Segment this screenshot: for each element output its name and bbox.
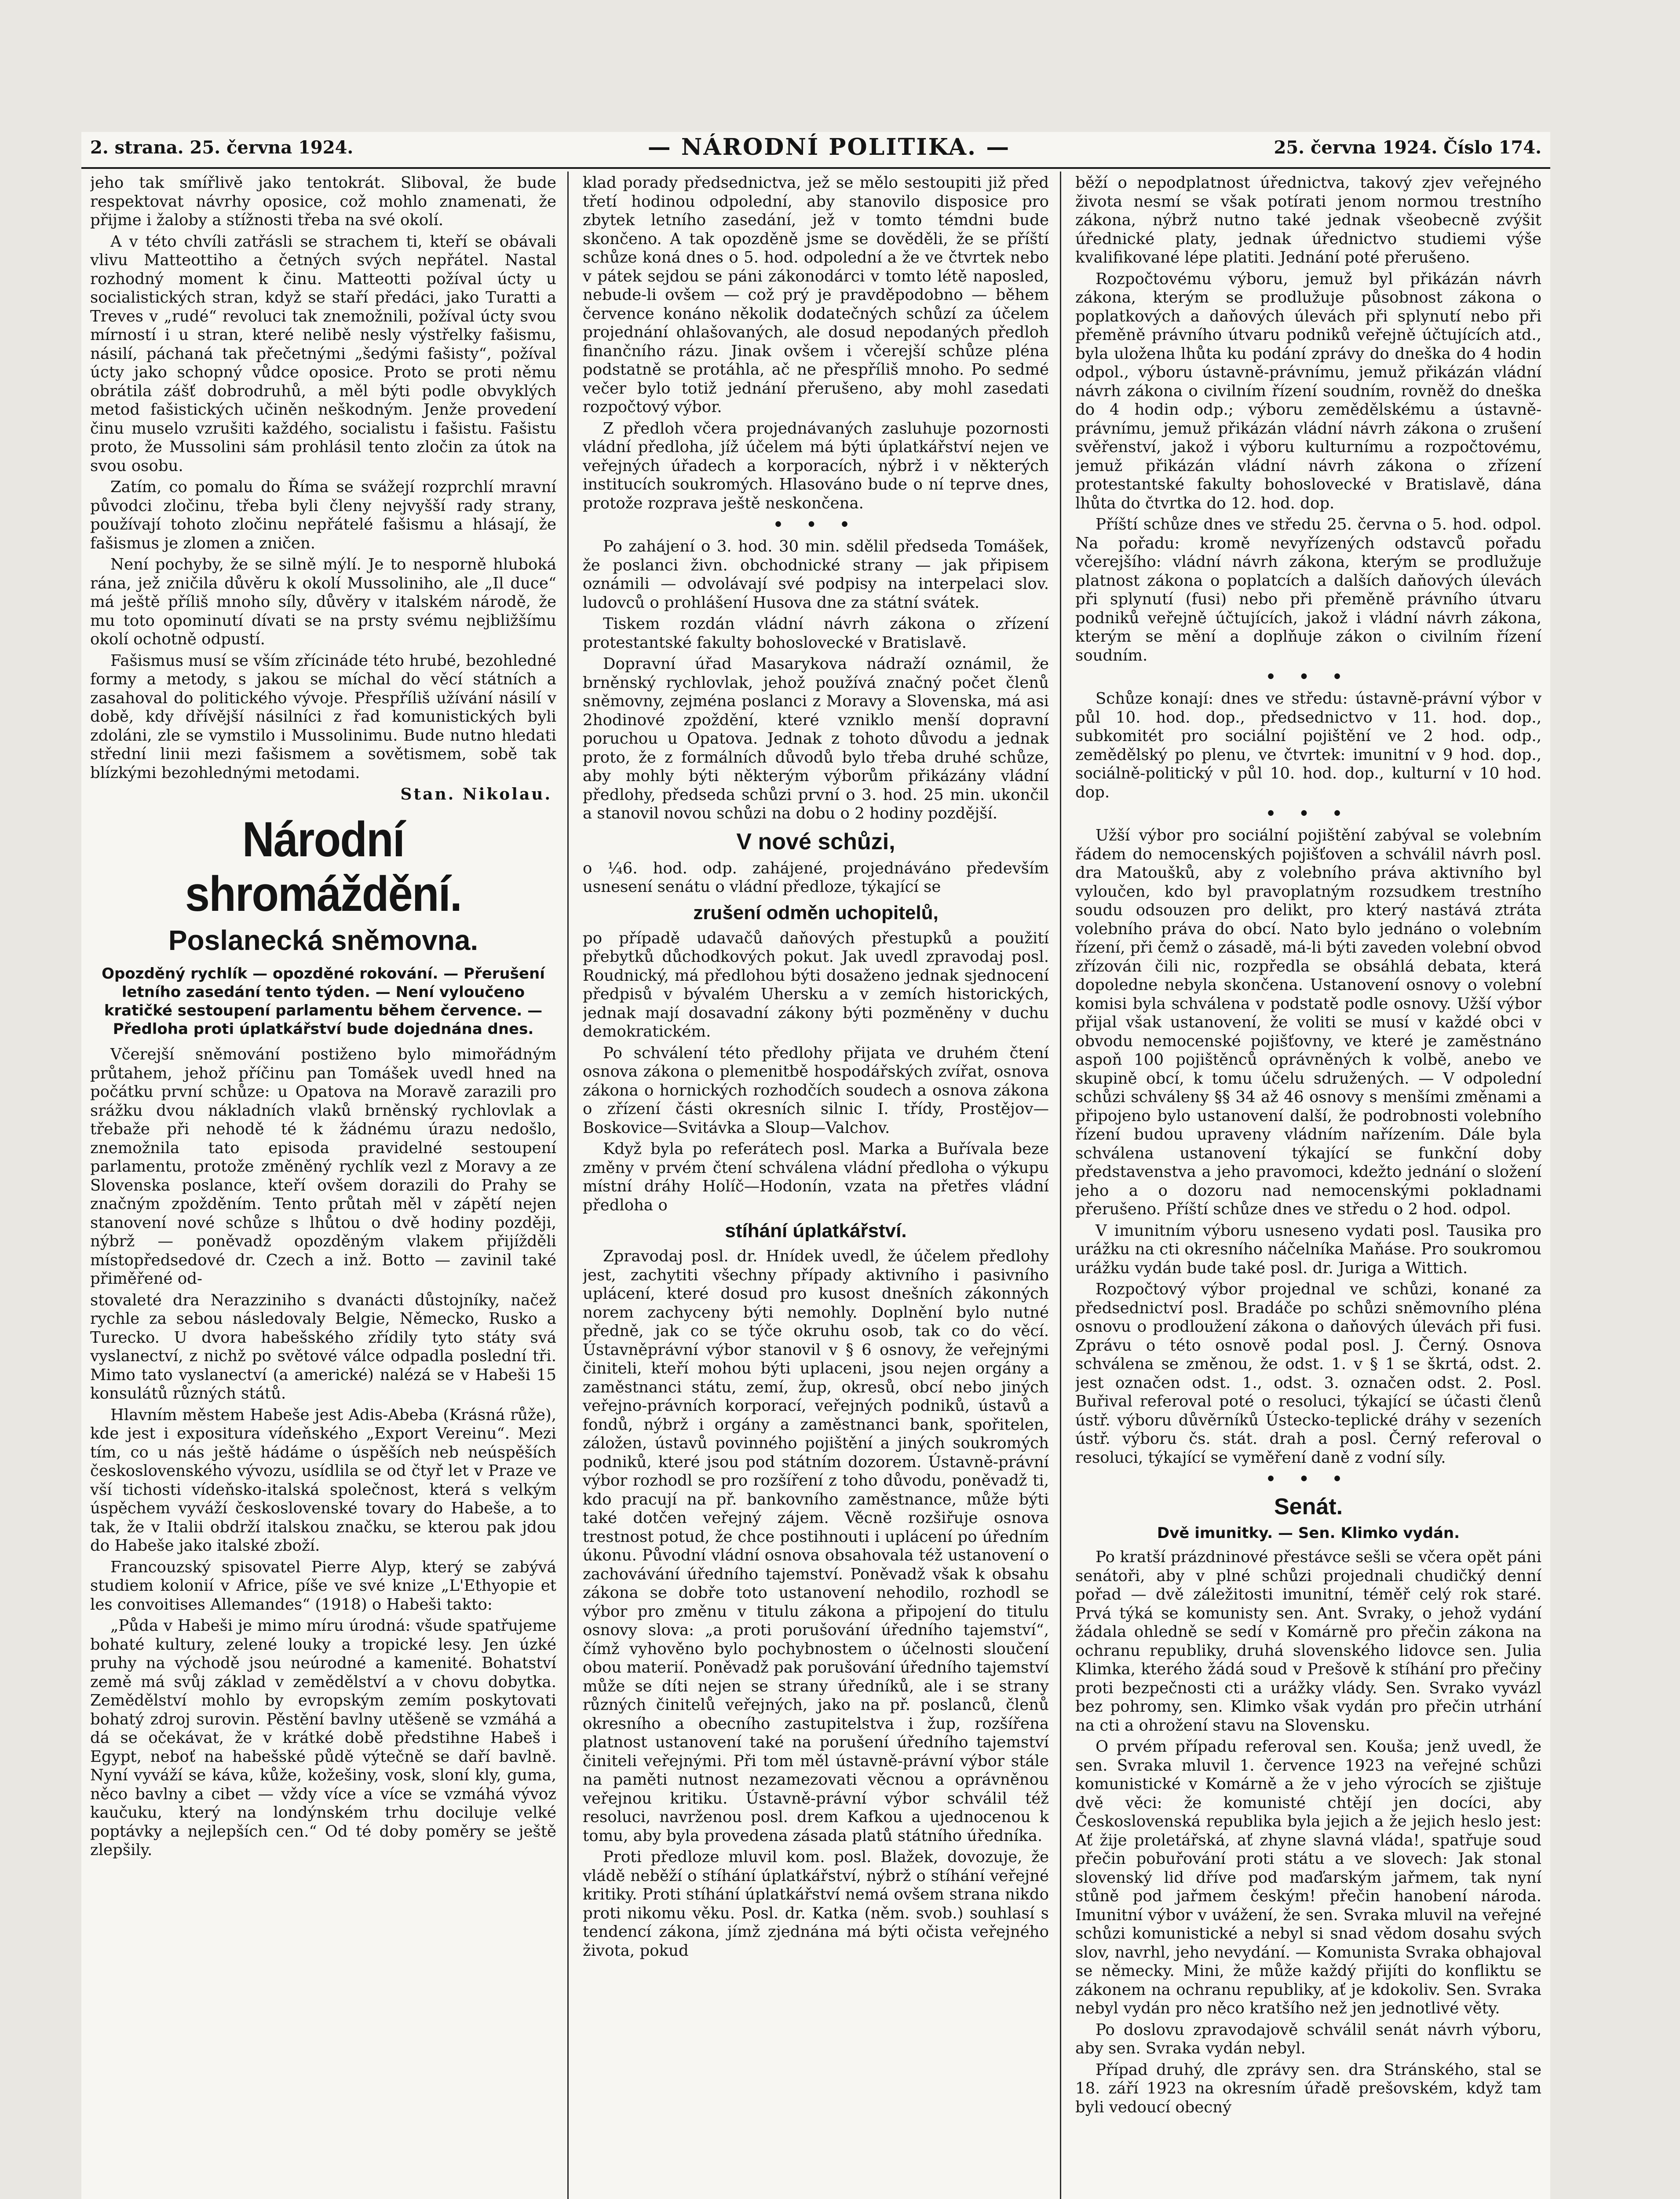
article-paragraph: klad porady předsednictva, jež se mělo sestoupiti již před třetí hodinou odpolední, aby stanovilo disposice pro zbytek letního zasedání, jež v tomto témdni bude skončeno. A tak opozděně jsme se dověděli, že se příští schůze koná dnes o 5. hod. odpolední a že ve čtvrtek nebo v pátek sejdou se páni zákonodárci v tomto létě naposled, nebude-li ovšem — což prý je pravděpodobno — během července konáno několik dodatečných schůzí za účelem projednání ohlašovaných, ale dosud nepodaných předloh finančního rázu. Jinak ovšem i včerejší schůze pléna podstatně se protáhla, ač ne přespříliš mnoho. Po sedmé večer bylo totiž jednání přerušeno, aby mohl zasedati rozpočtový výbor. bbox=[583, 174, 1049, 416]
section-separator: • • • bbox=[1265, 804, 1351, 823]
section-subtitle: Poslanecká sněmovna. bbox=[168, 924, 478, 956]
column-3 bbox=[1075, 174, 1541, 2199]
header-rule bbox=[81, 167, 1550, 169]
senat-heading: Senát. bbox=[1274, 1494, 1343, 1520]
article-paragraph: Zpravodaj posl. dr. Hnídek uvedl, že účelem předlohy jest, zachytiti všechny případy aktivního i pasivního uplácení, které dosud pro kusost dnešních zákonných norem zachyceny býti nemohly. Doplnění bylo nutné předně, jak co se týče okruhu osob, tak co do věcí. Ústavněprávní výbor stanovil v § 6 osnovy, že veřejnými činiteli, kteří mohou býti uplaceni, jsou nejen orgány a zaměstnanci státu, zemí, žup, okresů, obcí nebo jiných veřejno-právních korporací, veřejných podniků, ústavů a fondů, nýbrž i orgány a zaměstnanci bank, spořitelen, záložen, ústavů povinného pojištění a jiných soukromých podniků, které jsou pod státním dozorem. Ústavně-právní výbor rozhodl se pro rozšíření z toho důvodu, poněvadž ti, kdo pracují na př. bankovního zaměstnance, může býti také dotčen veřejný zájem. Věcně rozšiřuje osnova trestnost potud, že chce postihnouti i uplácení po úředním úkonu. Původní vládní osnova obsahovala též ustanovení o zachovávání úředního tajemství. Poněvadž však k obsahu zákona se dobře toto ustanovení nehodilo, rozhodl se výbor pro změnu v titulu zákona a připojení do titulu osnovy slova: „a proti porušování úředního tajemství“, čímž vyhověno bylo pochybnostem o účelnosti sloučení obou materií. Poněvadž pak porušování úředního tajemství může se díti nejen se strany úředníků, ale i se strany různých činitelů veřejných, jako na př. poslanců, členů okresního a obecního zastupitelstva i žup, rozšířena platnost ustanovení také na porušení úředního tajemství činiteli veřejnými. Při tom měl ústavně-právní výbor stále na paměti nutnost nezamezovati věcnou a oprávněnou veřejnou kritiku. Ústavně-právní výbor schválil též resoluci, navrženou posl. drem Kafkou a ujednocenou k tomu, aby byla provedena zásada platů státního úředníka. bbox=[583, 1247, 1049, 1845]
section-separator: • • • bbox=[1265, 1470, 1351, 1488]
section-separator: • • • bbox=[773, 515, 859, 534]
article-paragraph: o ¼6. hod. odp. zahájené, projednáváno především usnesení senátu o vládní předloze, týkající se bbox=[583, 859, 1049, 896]
article-paragraph: Není pochyby, že se silně mýlí. Je to nesporně hluboká rána, jež zničila důvěru k okolí Mussoliniho, ale „Il duce“ má ještě příliš mnoho síly, důvěry v italském národě, že mu toto opominutí dívati se na prsty svému nejbližšímu okolí ochotně odpustí. bbox=[90, 555, 556, 648]
article-paragraph: Fašismus musí se vším zřícináde této hrubé, bezohledné formy a metody, s jakou se míchal do věcí státních a zasahoval do politického vývoje. Přespříliš užívání násilí v době, kdy dřívější násilníci z řad komunistických byli zdoláni, zle se vymstilo i Mussolinimu. Bude nutno hledati střední linii mezi fašismem a sovětismem, sobě tak blízkými bezohlednými metodami. bbox=[90, 651, 556, 782]
article-paragraph: Po doslovu zpravodajově schválil senát návrh výboru, aby sen. Svraka vydán nebyl. bbox=[1075, 2020, 1541, 2057]
article-paragraph: Zatím, co pomalu do Říma se svážejí rozprchlí mravní původci zločinu, třeba byli členy nejvyšší rady strany, používají tohoto zločinu nepřátelé fašismu a hlásají, že fašismus je zlomen a zničen. bbox=[90, 478, 556, 552]
article-paragraph: Příští schůze dnes ve středu 25. června o 5. hod. odpol. Na pořadu: kromě nevyřízených odstavců pořadu včerejšího: vládní návrh zákona, kterým se prodlužuje platnost zákona o poplatcích a dalších daňových úlevách při splynutí (fusi) nebo při přeměně právního útvaru podniků veřejně účtujících, jakož i vládní návrh zákona, kterým se mění a doplňuje zákon o civilním řízení soudním. bbox=[1075, 515, 1541, 665]
subheading-uplatkarstvi: stíhání úplatkářství. bbox=[725, 1220, 907, 1242]
header-issue-right: 25. června 1924. Číslo 174. bbox=[1274, 137, 1541, 158]
subheading-odmen: zrušení odměn uchopitelů, bbox=[693, 902, 939, 924]
article-paragraph: „Půda v Habeši je mimo míru úrodná: všude spatřujeme bohaté kultury, zelené louky a tropické lesy. Jen úzké pruhy na východě jsou neúrodné a kamenité. Bohatství země má svůj základ v zemědělství a v chovu dobytka. Zemědělství mohlo by evropským zemím poskytovati bohatý zdroj surovin. Pěstění bavlny utěšeně se vzmáhá a dá se očekávat, že v krátké době předstihne Habeš i Egypt, neboť na habešské půdě výtečně se daří bavlně. Nyní vyváží se káva, kůže, kožešiny, vosk, sloní kly, guma, něco bavlny a cibet — vždy více a více se vzmáhá vývoz kaučuku, který na londýnském trhu dociluje velké poptávky a nejlepších cen.“ Od té doby poměry se ještě zlepšily. bbox=[90, 1617, 556, 1859]
header-date-left: 2. strana. 25. června 1924. bbox=[90, 137, 354, 158]
section-separator: • • • bbox=[1265, 668, 1351, 686]
article-paragraph: Hlavním městem Habeše jest Adis-Abeba (Krásná růže), kde jest i expositura vídeňského „Export Vereinu“. Mezi tím, co u nás ještě hádáme o úspěších neb neúspěších československého vývozu, usídlila se od čtyř let v Praze ve vší tichosti vídeňsko-italská společnost, která s velkým úspěchem vyváží československé tovary do Habeše, a to tak, že v Italii obdrží italskou značku, se kterou pak jdou do Habeše jako italské zboží. bbox=[90, 1406, 556, 1555]
article-lede: Opozděný rychlík — opozděné rokování. — Přerušení letního zasedání tento týden. — Není vyloučeno kratičké sestoupení parlamentu během července. — Předloha proti úplatkářství bude dojednána dnes. bbox=[102, 965, 545, 1038]
article-paragraph: Z předloh včera projednávaných zasluhuje pozornosti vládní předloha, jíž účelem má býti úplatkářství nejen ve veřejných úřadech a korporacích, nýbrž i v některých institucích soukromých. Hlasováno bude o ní teprve dnes, protože rozprava ještě neskončena. bbox=[583, 419, 1049, 512]
article-paragraph: Po zahájení o 3. hod. 30 min. sdělil předseda Tomášek, že poslanci živn. obchodnické strany — jak připisem oznámili — odvolávají své podpisy na interpelaci slov. ludovců o prohlášení Husova dne za státní svátek. bbox=[583, 537, 1049, 612]
newspaper-page bbox=[81, 132, 1550, 2199]
masthead: — NÁRODNÍ POLITIKA. — bbox=[647, 134, 1011, 161]
article-paragraph: Po kratší prázdninové přestávce sešli se včera opět páni senátoři, aby v plné schůzi projednali chudičký denní pořad — dvě záležitosti imunitní, téměř celý rok staré. Prvá týká se komunisty sen. Ant. Svraky, o jehož vydání žádala ohledně se sedí v Komárně pro přečin zákona na ochranu republiky, druhá slovenského lidovce sen. Julia Klimka, kterého žádá soud v Prešově k stíhání pro přečiny proti bezpečnosti cti a urážky vlády. Sen. Svrako vyvázl bez pohromy, sen. Klimko však vydán pro přečin utrhání na cti a ohrožení stavu na Slovensku. bbox=[1075, 1548, 1541, 1735]
section-title: Národní shromáždění. bbox=[185, 812, 462, 921]
article-paragraph: Když byla po referátech posl. Marka a Buřívala beze změny v prvém čtení schválena vládní předloha o výkupu místní dráhy Holíč—Hodonín, vzata na přetřes vládní předloha o bbox=[583, 1140, 1049, 1214]
article-paragraph: Po schválení této předlohy přijata ve druhém čtení osnova zákona o plemenitbě hospodářských zvířat, osnova zákona o hornických rozhodčích soudech a osnova zákona o zřízení části okresních silnic I. třídy, Prostějov—Boskovice—Svitávka a Sloup—Valchov. bbox=[583, 1044, 1049, 1137]
article-paragraph: Rozpočtovému výboru, jemuž byl přikázán návrh zákona, kterým se prodlužuje působnost zákona o poplatkových a daňových úlevách při splynutí nebo při přeměně právního útvaru podniků veřejně účtujících atd., byla uložena lhůta ku podání zprávy do dneška do 4 hodin odpol., výboru ústavně-právnímu, jemuž přikázán vládní návrh zákona o civilním řízení soudním, rovněž do dneška do 4 hodin odp.; výboru zemědělskému a ústavně-právnímu, jemuž přikázán vládní návrh zákona o zrušení svěřenství, jakož i výboru kulturnímu a rozpočtovému, jemuž přikázán vládní návrh zákona o zřízení protestantské fakulty bohoslovecké v Bratislavě, dána lhůta do čtvrtka do 12. hod. dop. bbox=[1075, 270, 1541, 512]
article-paragraph: Tiskem rozdán vládní návrh zákona o zřízení protestantské fakulty bohoslovecké v Bratislavě. bbox=[583, 615, 1049, 652]
article-paragraph: Proti předloze mluvil kom. posl. Blažek, dovozuje, že vládě neběží o stíhání úplatkářství, nýbrž o stíhání veřejné kritiky. Proti stíhání úplatkářství nemá ovšem strana nikdo proti nikomu věku. Posl. dr. Katka (něm. svob.) souhlasí s tendencí zákona, jímž zjednána má býti očista veřejného života, pokud bbox=[583, 1848, 1049, 1960]
column-1 bbox=[90, 174, 556, 2199]
article-paragraph: Rozpočtový výbor projednal ve schůzi, konané za předsednictví posl. Bradáče po schůzi sněmovního pléna osnovu o prodloužení zákona o daňových úlevách při fusi. Zprávu o této osnově podal posl. J. Černý. Osnova schválena se změnou, že odst. 1. v § 1 se škrtá, odst. 2. jest označen odst. 1., odst. 3. označen odst. 2. Posl. Buřival referoval poté o resoluci, týkající se účasti členů ústř. výboru důvěrníků Ústecko-teplické dráhy v sezeních ústř. výboru čs. stát. drah a posl. Černý referoval o resoluci, týkající se vyměření daně z vodní síly. bbox=[1075, 1280, 1541, 1467]
article-paragraph: Schůze konají: dnes ve středu: ústavně-právní výbor v půl 10. hod. dop., předsednictvo v 11. hod. dop., subkomitét pro sociální pojištění ve 2 hod. odp., zemědělský po plenu, ve čtvrtek: imunitní v 9 hod. dop., sociálně-politický v půl 10. hod. dop., kulturní v 10 hod. dop. bbox=[1075, 690, 1541, 801]
article-paragraph: stovaleté dra Nerazziniho s dvanácti důstojníky, načež rychle za sebou následovaly Belgie, Německo, Rusko a Turecko. U dvora habešského zřídily tyto státy svá vyslanectví, z nichž po světové válce odpadla poslední tři. Mimo tato vyslanectví (a americké) nalézá se v Habeši 15 konsulátů různých států. bbox=[90, 1291, 556, 1403]
column-2 bbox=[583, 174, 1049, 2199]
article-paragraph: Francouzský spisovatel Pierre Alyp, který se zabývá studiem kolonií v Africe, píše ve své knize „L'Ethyopie et les convoitises Allemandes“ (1918) o Habeši takto: bbox=[90, 1558, 556, 1614]
article-paragraph: běží o nepodplatnost úřednictva, takový zjev veřejného života nesmí se však potírati jenom normou trestního zákona, nýbrž nutno také jednak všeobecně zvýšit úřednické platy, jednak úřednictvo studiemi výše kvalifikované lépe platiti. Jednání poté přerušeno. bbox=[1075, 174, 1541, 267]
page-header bbox=[81, 132, 1550, 167]
article-paragraph: A v této chvíli zatřásli se strachem ti, kteří se obávali vlivu Matteottiho a četných svých nepřátel. Nastal rozhodný moment k činu. Matteotti požíval úcty u socialistických stran, když se staří předáci, jako Turatti a Treves v „rudé“ revoluci tak znemožnili, požíval úcty svou mírností i u stran, které nelibě nesly výstřelky fašismu, násilí, páchaná tak přečetnými „šedými fašisty“, požíval úcty jako schopný vůdce oposice. Proto se proti němu obrátila zášť dobrodruhů, a měl býti podle obvyklých metod fašistických učiněn neškodným. Jenže provedení činu muselo vzrušiti každého, socialistu i fašistu. Fašistu proto, že Mussolini sám prohlásil tento zločin za útok na svou osobu. bbox=[90, 232, 556, 475]
senat-subheading: Dvě imunitky. — Sen. Klimko vydán. bbox=[1157, 1524, 1460, 1542]
article-paragraph: jeho tak smířlivě jako tentokrát. Sliboval, že bude respektovat návrhy oposice, což mohlo znamenati, že přijme i žaloby a stížnosti třeba na své okolí. bbox=[90, 174, 556, 229]
article-paragraph: Včerejší sněmování postiženo bylo mimořádným průtahem, jehož příčinu pan Tomášek uvedl hned na počátku první schůze: u Opatova na Moravě zarazili pro srážku dvou nákladních vlaků brněnský rychlovlak a třebaže při nehodě té k žádnému úrazu nedošlo, znemožnila tato episoda pravidelné sestoupení parlamentu, protože změněný rychlík vezl z Moravy a ze Slovenska poslance, kteří ovšem dorazili do Prahy se značným zpožděním. Tento průtah měl v zápětí nejen stanovení nové schůze s lhůtou o dvě hodiny později, nýbrž — poněvadž opozděným vlakem přijížděli místopředsedové dr. Czech a inž. Botto — zavinil také přiměřené od- bbox=[90, 1045, 556, 1288]
article-paragraph: V imunitním výboru usneseno vydati posl. Tausika pro urážku na cti okresního náčelníka Maňáse. Pro soukromou urážku vydán bude také posl. dr. Juriga a Wittich. bbox=[1075, 1221, 1541, 1277]
column-divider bbox=[567, 172, 569, 2199]
article-paragraph: Dopravní úřad Masarykova nádraží oznámil, že brněnský rychlovlak, jehož používá značný počet členů sněmovny, zejména poslanci z Moravy a Slovenska, má asi 2hodinové zpoždění, které vzniklo menší dopravní poruchou u Opatova. Jednak z tohoto důvodu a jednak proto, že z formálních důvodů bylo třeba druhé schůze, aby mohly býti některým výborům přikázány vládní předlohy, předseda schůzi první o 3. hod. 25 min. ukončil a stanovil novou schůzi na dobu o 2 hodiny pozdější. bbox=[583, 655, 1049, 822]
article-paragraph: O prvém případu referoval sen. Kouša; jenž uvedl, že sen. Svraka mluvil 1. července 1923 na veřejné schůzi komunistické v Komárně a že v jeho výrocích se zjištuje dvě věci: že komunisté chtějí jen docíci, aby Československá republika byla jejich a že jejich heslo jest: Ať žije proletářská, ať zhyne slavná vláda!, spatřuje soud přečin pobuřování proti státu a ve slovech: Jak stonal slovenský lid dříve pod maďarským jařmem, tak nyní stůně pod jařmem českým! přečin hanobení národa. Imunitní výbor v uvážení, že sen. Svraka mluvil na veřejné schůzi komunistické a nebyl si snad vědom dosahu svých slov, navrhl, jeho nevydání. — Komunista Svraka obhajoval se německy. Mini, že může každý přijíti do konfliktu se zákonem na ochranu republiky, ať je kdokoliv. Sen. Svraka nebyl vydán pro něco kratšího než jen jednotlivé věty. bbox=[1075, 1738, 1541, 2017]
author-signature: Stan. Nikolau. bbox=[400, 785, 552, 804]
subheading-new-session: V nové schůzi, bbox=[736, 829, 895, 855]
column-divider bbox=[1060, 172, 1061, 2199]
article-paragraph: po případě udavačů daňových přestupků a použití přebytků důchodkových pokut. Jak uvedl zpravodaj posl. Roudnický, má předlohou býti dosaženo jednak sjednocení předpisů v bývalém Uhersku a v zemích historických, jednak mají dosavadní zákony býti pozměněny v duchu demokratickém. bbox=[583, 929, 1049, 1041]
article-paragraph: Užší výbor pro sociální pojištění zabýval se volebním řádem do nemocenských pojišťoven a schválil návrh posl. dra Matoušků, aby z volebního práva aktivního byl vyloučen, kdo byl pravoplatným rozsudkem trestního soudu odsouzen pro delikt, pro který nastává ztráta volebního práva do obcí. Nato bylo jednáno o volebním řízení, při čemž o zásadě, má-li býti zaveden volební obvod zřízován čili nic, rozpředla se obsáhlá debata, která dopoledne nebyla skončena. Ustanovení osnovy o volební komisi byla schválena v podstatě podle osnovy. Užší výbor přijal však ustanovení, že voliti se musí v každé obci v obvodu nemocenské pojišťovny, ve které je zaměstnáno aspoň 100 pojištěnců oprávněných k volbě, anebo ve skupině obcí, k tomu účelu sdružených. — V odpolední schůzi schváleny §§ 34 až 46 osnovy s menšími změnami a připojeno bylo ustanovení další, že podrobnosti volebního řízení budou upraveny vládním nařízením. Dále byla schválena ustanovení týkající se funkční doby představenstva a jeho pravomoci, kdežto jednání o složení jeho a o dozoru nad nemocenskými pokladnami přerušeno. Příští schůze dnes ve středu o 2 hod. odpol. bbox=[1075, 826, 1541, 1218]
article-paragraph: Případ druhý, dle zprávy sen. dra Stránského, stal se 18. září 1923 na okresním úřadě prešovském, když tam byli vedoucí obecný bbox=[1075, 2060, 1541, 2116]
